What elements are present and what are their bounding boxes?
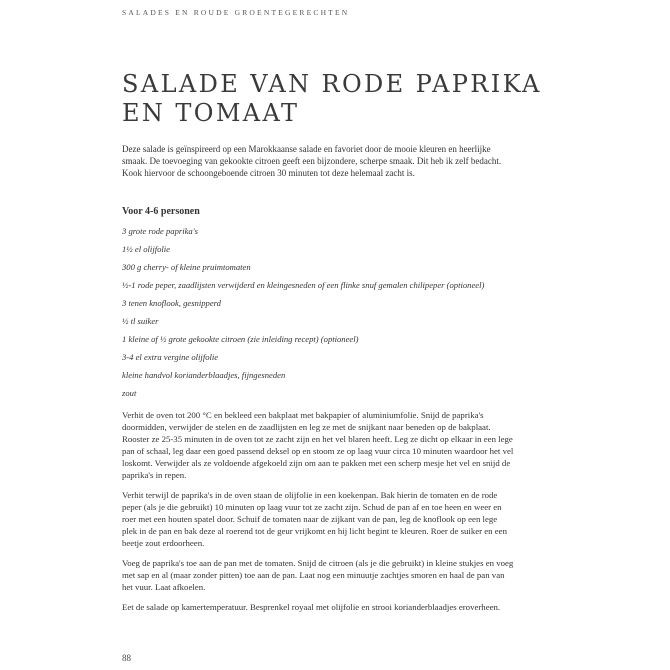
method-section xyxy=(122,409,514,621)
recipe-title-line-2: EN TOMAAT xyxy=(122,99,300,127)
page-number: 88 xyxy=(122,653,131,663)
method-step: Verhit terwijl de paprika's in de oven staan de olijfolie in een koekenpan. Bak hierin de tomaten en de rode peper (als je die gebruikt) 10 minuten op laag vuur tot ze zacht zijn. Schud de pan af en toe heen en weer en roer met een houten spatel door. Schuif de tomaten naar de zijkant van de pan, leg de knoflook op een lege plek in de pan en bak deze al roerend tot de geur vrijkomt en hij licht begint te kleuren. Roer de suiker en een beetje zout erdoorheen. xyxy=(122,490,507,548)
ingredient-item: kleine handvol korianderblaadjes, fijngesneden xyxy=(122,370,286,380)
ingredient-item: ½ tl suiker xyxy=(122,316,159,326)
ingredient-item: zout xyxy=(122,388,137,398)
running-header: SALADES EN ROUDE GROENTEGERECHTEN xyxy=(122,8,350,17)
recipe-title xyxy=(122,70,542,128)
method-step: Eet de salade op kamertemperatuur. Besprenkel royaal met olijfolie en strooi korianderblaadjes eroverheen. xyxy=(122,602,501,612)
recipe-title-line-1: SALADE VAN RODE PAPRIKA xyxy=(122,70,542,98)
ingredient-item: 3 grote rode paprika's xyxy=(122,226,198,236)
method-step: Voeg de paprika's toe aan de pan met de tomaten. Snijd de citroen (als je die gebruikt) in kleine stukjes en voeg met sap en al (maar zonder pitten) toe aan de pan. Laat nog een minuutje zachtjes smoren en haal de pan van het vuur. Laat afkoelen. xyxy=(122,558,514,592)
ingredient-item: ½-1 rode peper, zaadlijsten verwijderd en kleingesneden of een flinke snuf gemalen chilipeper (optioneel) xyxy=(122,280,485,290)
ingredient-item: 1 kleine of ½ grote gekookte citroen (zie inleiding recept) (optioneel) xyxy=(122,334,359,344)
ingredient-list xyxy=(122,226,522,406)
ingredient-item: 300 g cherry- of kleine pruimtomaten xyxy=(122,262,251,272)
servings-heading: Voor 4-6 personen xyxy=(122,206,200,217)
ingredient-item: 1½ el olijfolie xyxy=(122,244,170,254)
method-step: Verhit de oven tot 200 °C en bekleed een bakplaat met bakpapier of aluminiumfolie. Snijd de paprika's doormidden, verwijder de stelen en de zaadlijsten en leg ze met de snijkant naar beneden op de bakplaat. Rooster ze 25-35 minuten in de oven tot ze zacht zijn en het vel blaren heeft. Leg ze dicht op elkaar in een lege pan of schaal, leg daar een goed passend deksel op en stoom ze op laag vuur circa 10 minuten waardoor het vel loskomt. Verwijder als ze voldoende afgekoeld zijn om aan te pakken met een scherp mesje het vel en snijd de paprika's in repen. xyxy=(122,410,514,480)
ingredient-item: 3-4 el extra vergine olijfolie xyxy=(122,352,219,362)
ingredient-item: 3 tenen knoflook, gesnipperd xyxy=(122,298,221,308)
recipe-intro: Deze salade is geïnspireerd op een Marokkaanse salade en favoriet door de mooie kleuren en heerlijke smaak. De toevoeging van gekookte citroen geeft een bijzondere, scherpe smaak. Dit heb ik zelf bedacht. Kook hiervoor de schoongeboende citroen 30 minuten tot deze helemaal zacht is. xyxy=(122,144,502,178)
